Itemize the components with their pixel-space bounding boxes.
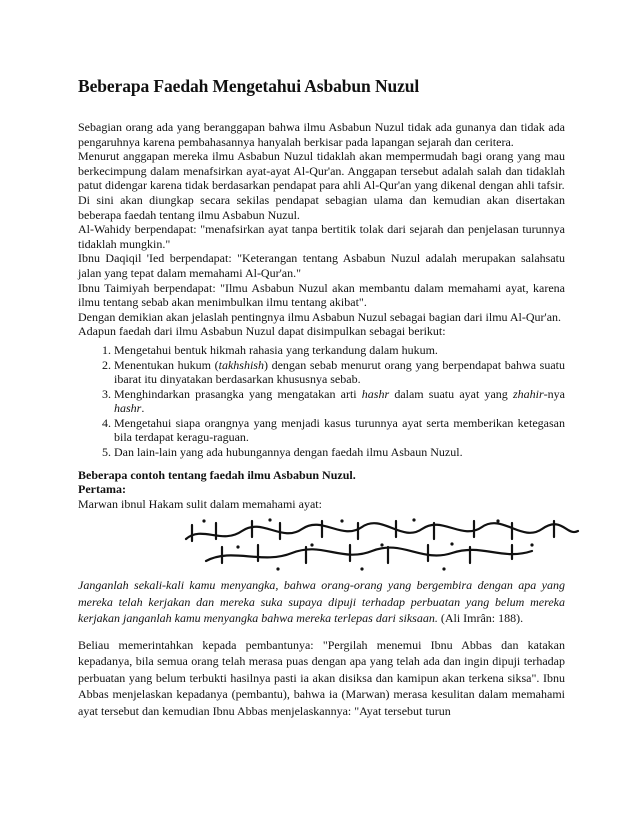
paragraph: Di sini akan diungkap secara sekilas pendapat sebagian ulama dan kemudian akan disertakan beberapa faedah tentang ilmu Asbabun Nuzul.	[78, 192, 565, 222]
list-item-text: Dan lain-lain yang ada hubungannya dengan faedah ilmu Asbaun Nuzul.	[114, 445, 463, 460]
benefit-list	[78, 343, 565, 460]
list-item-text: Menghindarkan prasangka yang mengatakan arti	[114, 386, 362, 401]
verse-translation	[78, 577, 565, 627]
verse-reference: (Ali Imrân: 188).	[437, 611, 524, 626]
list-item	[114, 445, 565, 460]
list-item-text: Mengetahui bentuk hikmah rahasia yang terkandung dalam hukum.	[114, 342, 438, 357]
paragraph: Al-Wahidy berpendapat: "menafsirkan ayat tanpa bertitik tolak dari sejarah dan penjelasan turunnya tidaklah mungkin."	[78, 222, 565, 251]
list-item	[114, 343, 565, 358]
paragraph: Adapun faedah dari ilmu Asbabun Nuzul dapat disimpulkan sebagai berikut:	[78, 324, 446, 339]
list-item-text: ) dengan sebab menurut orang yang berpendapat bahwa suatu ibarat itu dinyatakan berdasarkan khususnya sebab.	[114, 357, 565, 387]
list-item-text: Mengetahui siapa orangnya yang menjadi kasus turunnya ayat serta memberikan ketegasan bila terdapat keragu-raguan.	[114, 415, 565, 445]
section-intro: Marwan ibnul Hakam sulit dalam memahami ayat:	[78, 496, 322, 511]
arabic-calligraphy-icon	[182, 517, 582, 571]
paragraph: Dengan demikian akan jelaslah pentingnya ilmu Asbabun Nuzul sebagai bagian dari ilmu Al-Qur'an.	[78, 309, 562, 324]
list-item-text: .	[141, 401, 145, 416]
arabic-verse-image	[182, 517, 582, 571]
paragraph: Sebagian orang ada yang beranggapan bahwa ilmu Asbabun Nuzul tidak ada gunanya dan tidak ada pengaruhnya karena pembahasannya hanyalah berkisar pada lapangan sejarah dan ceritera.	[78, 120, 565, 149]
translation-text: Janganlah sekali-kali kamu menyangka, bahwa orang-orang yang bergembira dengan apa yang mereka telah kerjakan dan mereka suka supaya dipuji terhadap perbuatan yang belum mereka kerjakan janganlah kamu menyangka bahwa mereka terlepas dari siksaan.	[78, 578, 565, 626]
list-item-italic: hashr	[361, 386, 390, 401]
list-item-text: -nya	[543, 386, 565, 401]
page-title: Beberapa Faedah Mengetahui Asbabun Nuzul	[78, 76, 420, 96]
section-heading: Beberapa contoh tentang faedah ilmu Asbabun Nuzul.	[78, 467, 356, 482]
paragraph: Ibnu Daqiqil 'Ied berpendapat: "Keterangan tentang Asbabun Nuzul adalah merupakan salahsatu jalan yang tepat dalam memahami Al-Qur'an."	[78, 251, 565, 280]
list-item-text: Menentukan hukum (	[114, 357, 219, 372]
paragraph: Menurut anggapan mereka ilmu Asbabun Nuzul tidaklah akan mempermudah bagi orang yang mau berkecimpung dalam menafsirkan ayat-ayat Al-Qur'an. Anggapan tersebut adalah salah dan tidaklah patut didengar karena tidak berdasarkan pendapat para ahli Al-Qur'an yang dikenal dengan ahli tafsir.	[78, 149, 565, 193]
section-subheading: Pertama:	[78, 482, 126, 497]
paragraph: Ibnu Taimiyah berpendapat: "Ilmu Asbabun Nuzul akan membantu dalam memahami ayat, karena ilmu tentang sebab akan menimbulkan ilmu tentang akibat".	[78, 280, 565, 310]
paragraph: Beliau memerintahkan kepada pembantunya: "Pergilah menemui Ibnu Abbas dan katakan kepadanya, bila semua orang telah merasa puas dengan apa yang telah ada dan ingin dipuji terhadap perbuatan yang belum terbukti hasilnya pasti ia akan disiksa dan kamipun akan terkena siksa". Ibnu Abbas menjelaskan kepadanya (pembantu), bahwa ia (Marwan) merasa kesulitan dalam memahami ayat tersebut dan kemudian Ibnu Abbas menjelaskannya: "Ayat tersebut turun	[78, 637, 565, 718]
list-item-italic: takhshish	[218, 357, 264, 372]
list-item	[114, 416, 565, 445]
list-item	[114, 358, 565, 387]
list-item-italic: zhahir	[512, 386, 544, 401]
list-item	[114, 387, 565, 416]
list-item-text: dalam suatu ayat yang	[389, 386, 513, 401]
list-item-italic: hashr	[114, 401, 142, 416]
document-body	[78, 120, 565, 719]
